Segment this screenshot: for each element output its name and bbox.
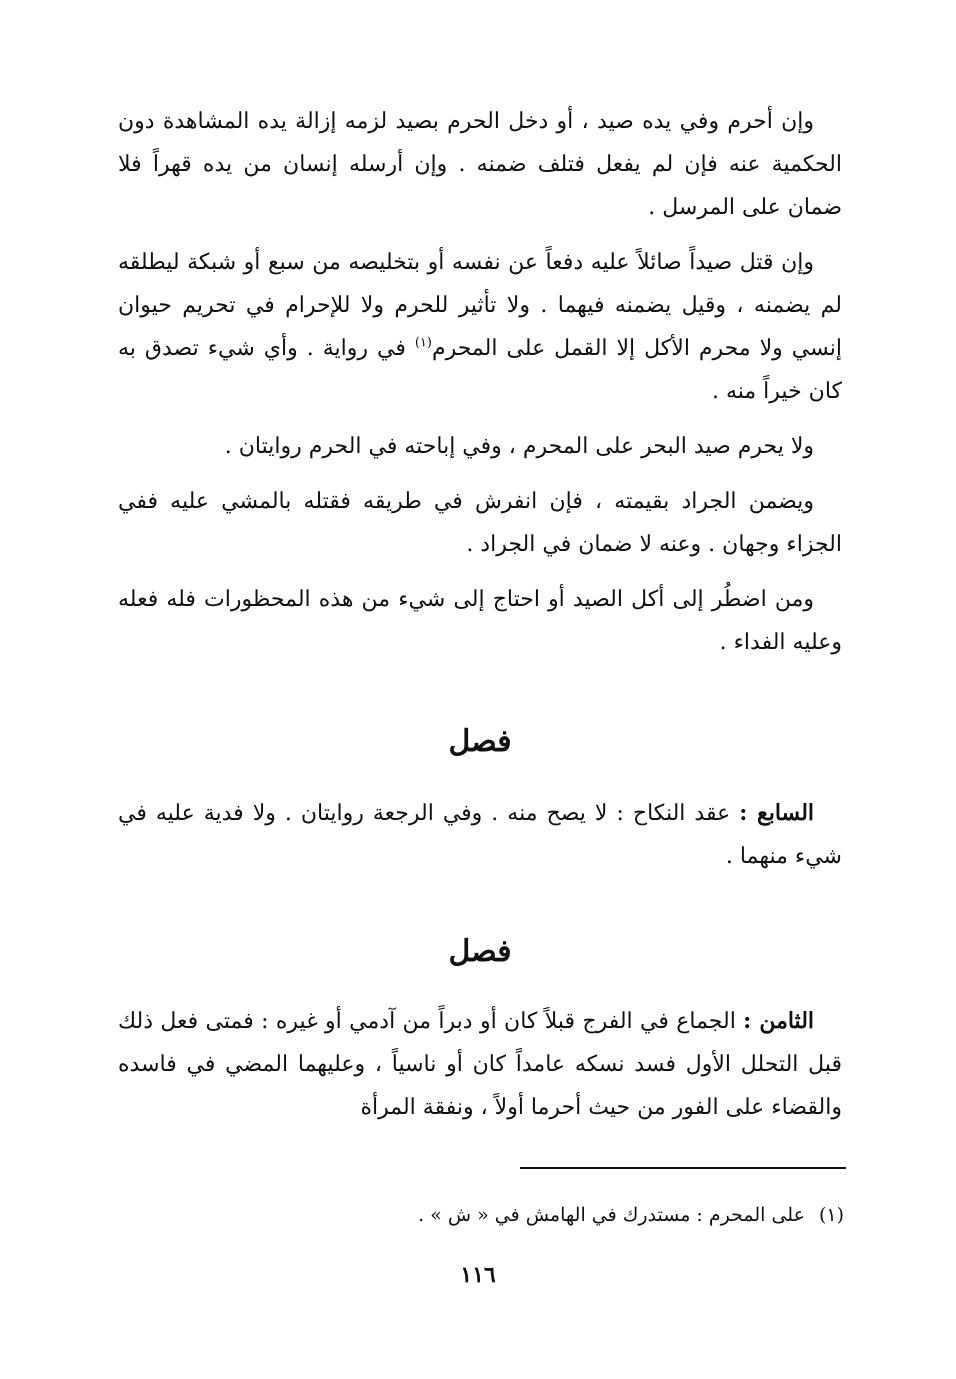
footnote-reference: (١) xyxy=(414,335,432,351)
paragraph-text: عقد النكاح : لا يصح منه . وفي الرجعة روايتان . ولا فدية عليه في شيء منهما . xyxy=(118,801,842,869)
paragraph: ومن اضطُر إلى أكل الصيد أو احتاج إلى شيء من هذه المحظورات فله فعله وعليه الفداء . xyxy=(118,587,842,655)
section-heading: فصل xyxy=(448,724,512,759)
paragraph: وإن أحرم وفي يده صيد ، أو دخل الحرم بصيد لزمه إزالة يده المشاهدة دون الحكمية عنه فإن لم يفعل فتلف ضمنه . وإن أرسله إنسان من يده قهراً فلا ضمان على المرسل . xyxy=(118,109,842,220)
section-lead-term: السابع : xyxy=(739,800,815,826)
page-body xyxy=(118,100,842,1141)
footnote-number: (١) xyxy=(818,1204,844,1226)
paragraph: ولا يحرم صيد البحر على المحرم ، وفي إباحته في الحرم روايتان . xyxy=(224,434,814,459)
footnote-divider xyxy=(520,1167,846,1169)
paragraph xyxy=(118,792,842,878)
paragraph xyxy=(118,241,842,413)
footnote xyxy=(344,1200,844,1230)
footnote-text: على المحرم : مستدرك في الهامش في « ش » . xyxy=(418,1204,805,1226)
section-heading: فصل xyxy=(448,934,512,969)
paragraph xyxy=(118,1000,842,1129)
section-lead-term: الثامن : xyxy=(743,1008,815,1034)
paragraph: ويضمن الجراد بقيمته ، فإن انفرش في طريقه فقتله بالمشي عليه ففي الجزاء وجهان . وعنه لا ضمان في الجراد . xyxy=(118,489,842,557)
paragraph-text: الجماع في الفرج قبلاً كان أو دبراً من آدمي أو غيره : فمتى فعل ذلك قبل التحلل الأول فسد نسكه عامداً كان أو ناسياً ، وعليهما المضي في فاسده والقضاء على الفور من حيث أحرما أولاً ، ونفقة المرأة xyxy=(118,1009,842,1120)
page-number: ١١٦ xyxy=(460,1262,496,1288)
paragraph-text: في رواية . وأي شيء تصدق به كان خيراً منه . xyxy=(118,336,842,404)
paragraph-text: وإن قتل صيداً صائلاً عليه دفعاً عن نفسه أو بتخليصه من سبع أو شبكة ليطلقه لم يضمنه ، وقيل يضمنه فيهما . ولا تأثير للحرم ولا للإحرام في تحريم حيوان إنسي ولا محرم الأكل إلا القمل على المحرم xyxy=(118,250,842,361)
